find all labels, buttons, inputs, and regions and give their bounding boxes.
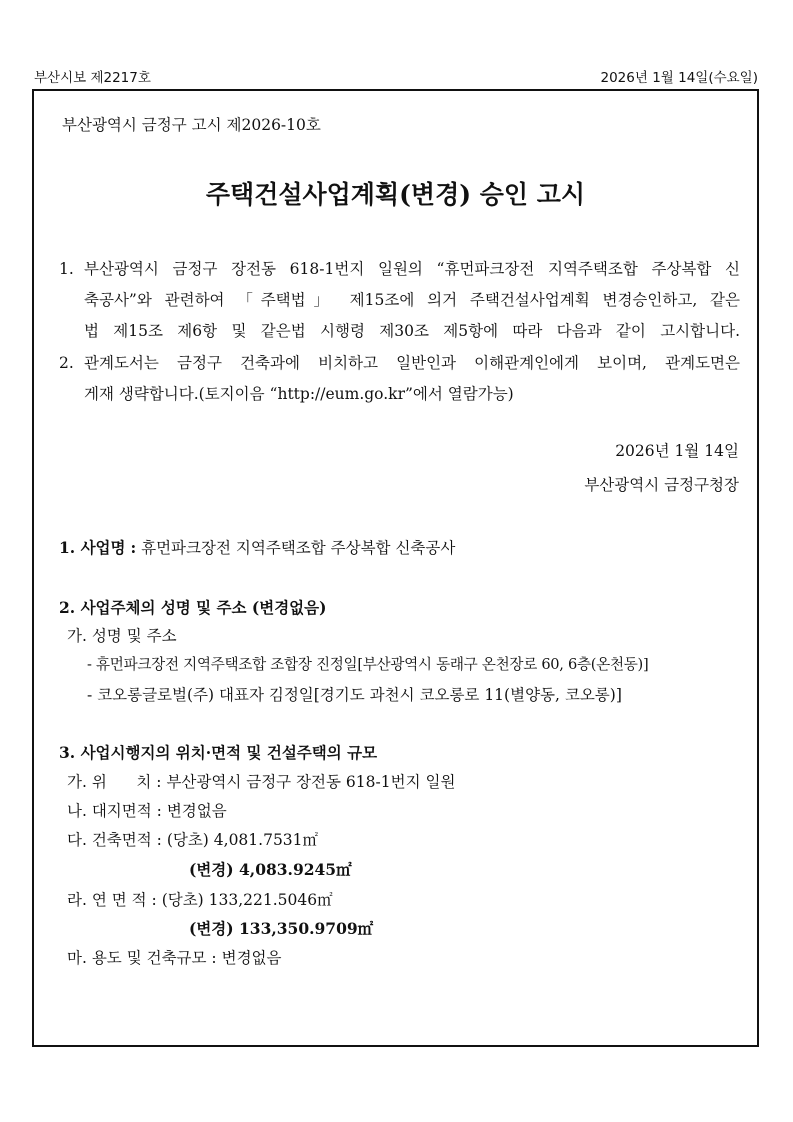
paragraph-1-number: 1. xyxy=(59,260,74,278)
section-1-separator: : xyxy=(130,538,137,557)
paragraph-2-number: 2. xyxy=(59,354,74,372)
section-2-label: 2. 사업주체의 성명 및 주소 (변경없음) xyxy=(59,598,327,617)
use-scale-value: 변경없음 xyxy=(221,949,282,967)
site-area-row xyxy=(67,801,227,821)
floor-area-before: (당초) 133,221.5046㎡ xyxy=(161,891,333,909)
floor-area-after: (변경) 133,350.9709㎡ xyxy=(189,919,374,938)
location-row xyxy=(67,772,455,792)
site-area-label: 나. 대지면적 : xyxy=(67,802,162,820)
floor-area-row xyxy=(67,890,333,910)
building-area-after: (변경) 4,083.9245㎡ xyxy=(189,860,352,879)
section-2-item-1: - 휴먼파크장전 지역주택조합 조합장 진정일[부산광역시 동래구 온천장로 60, 6층(온천동)] xyxy=(87,656,649,673)
floor-area-label: 라. 연 면 적 : xyxy=(67,891,157,909)
paragraph-2-line-2: 게재 생략합니다.(토지이음 “http://eum.go.kr”에서 열람가능) xyxy=(84,385,514,403)
section-1-value: 휴먼파크장전 지역주택조합 주상복합 신축공사 xyxy=(141,539,456,557)
site-area-value: 변경없음 xyxy=(166,802,227,820)
notice-date: 2026년 1월 14일 xyxy=(615,442,739,460)
section-3-label: 3. 사업시행지의 위치·면적 및 건설주택의 규모 xyxy=(59,743,378,762)
notice-number: 부산광역시 금정구 고시 제2026-10호 xyxy=(62,116,321,134)
building-area-before: (당초) 4,081.7531㎡ xyxy=(166,831,319,849)
notice-frame xyxy=(32,89,759,1047)
section-2-item-2: - 코오롱글로벌(주) 대표자 김정일[경기도 과천시 코오롱로 11(별양동, 코오롱)] xyxy=(87,686,622,704)
paragraph-1-line-3: 법 제15조 제6항 및 같은법 시행령 제30조 제5항에 따라 다음과 같이 고시합니다. xyxy=(84,322,740,340)
paragraph-2 xyxy=(84,348,740,410)
section-2-subheading: 가. 성명 및 주소 xyxy=(67,627,177,645)
section-1-label: 1. 사업명 xyxy=(59,538,126,557)
location-value: 부산광역시 금정구 장전동 618-1번지 일원 xyxy=(166,773,456,791)
location-label: 가. 위 치 : xyxy=(67,773,162,791)
building-area-label: 다. 건축면적 : xyxy=(67,831,162,849)
use-scale-label: 마. 용도 및 건축규모 : xyxy=(67,949,217,967)
section-1 xyxy=(59,538,455,558)
notice-title: 주택건설사업계획(변경) 승인 고시 xyxy=(205,180,586,209)
building-area-row xyxy=(67,830,318,850)
gazette-issue: 부산시보 제2217호 xyxy=(34,70,151,86)
paragraph-1-line-1: 부산광역시 금정구 장전동 618-1번지 일원의 “휴먼파크장전 지역주택조합 주상복합 신 xyxy=(84,260,740,278)
paragraph-1-line-2: 축공사”와 관련하여 「주택법」 제15조에 의거 주택건설사업계획 변경승인하고, 같은 xyxy=(84,291,740,309)
paragraph-1 xyxy=(84,254,740,347)
page-header xyxy=(34,66,758,88)
notice-issuer: 부산광역시 금정구청장 xyxy=(584,476,739,494)
paragraph-2-line-1: 관계도서는 금정구 건축과에 비치하고 일반인과 이해관계인에게 보이며, 관계도면은 xyxy=(84,354,740,372)
use-scale-row xyxy=(67,948,282,968)
gazette-date: 2026년 1월 14일(수요일) xyxy=(600,70,758,86)
